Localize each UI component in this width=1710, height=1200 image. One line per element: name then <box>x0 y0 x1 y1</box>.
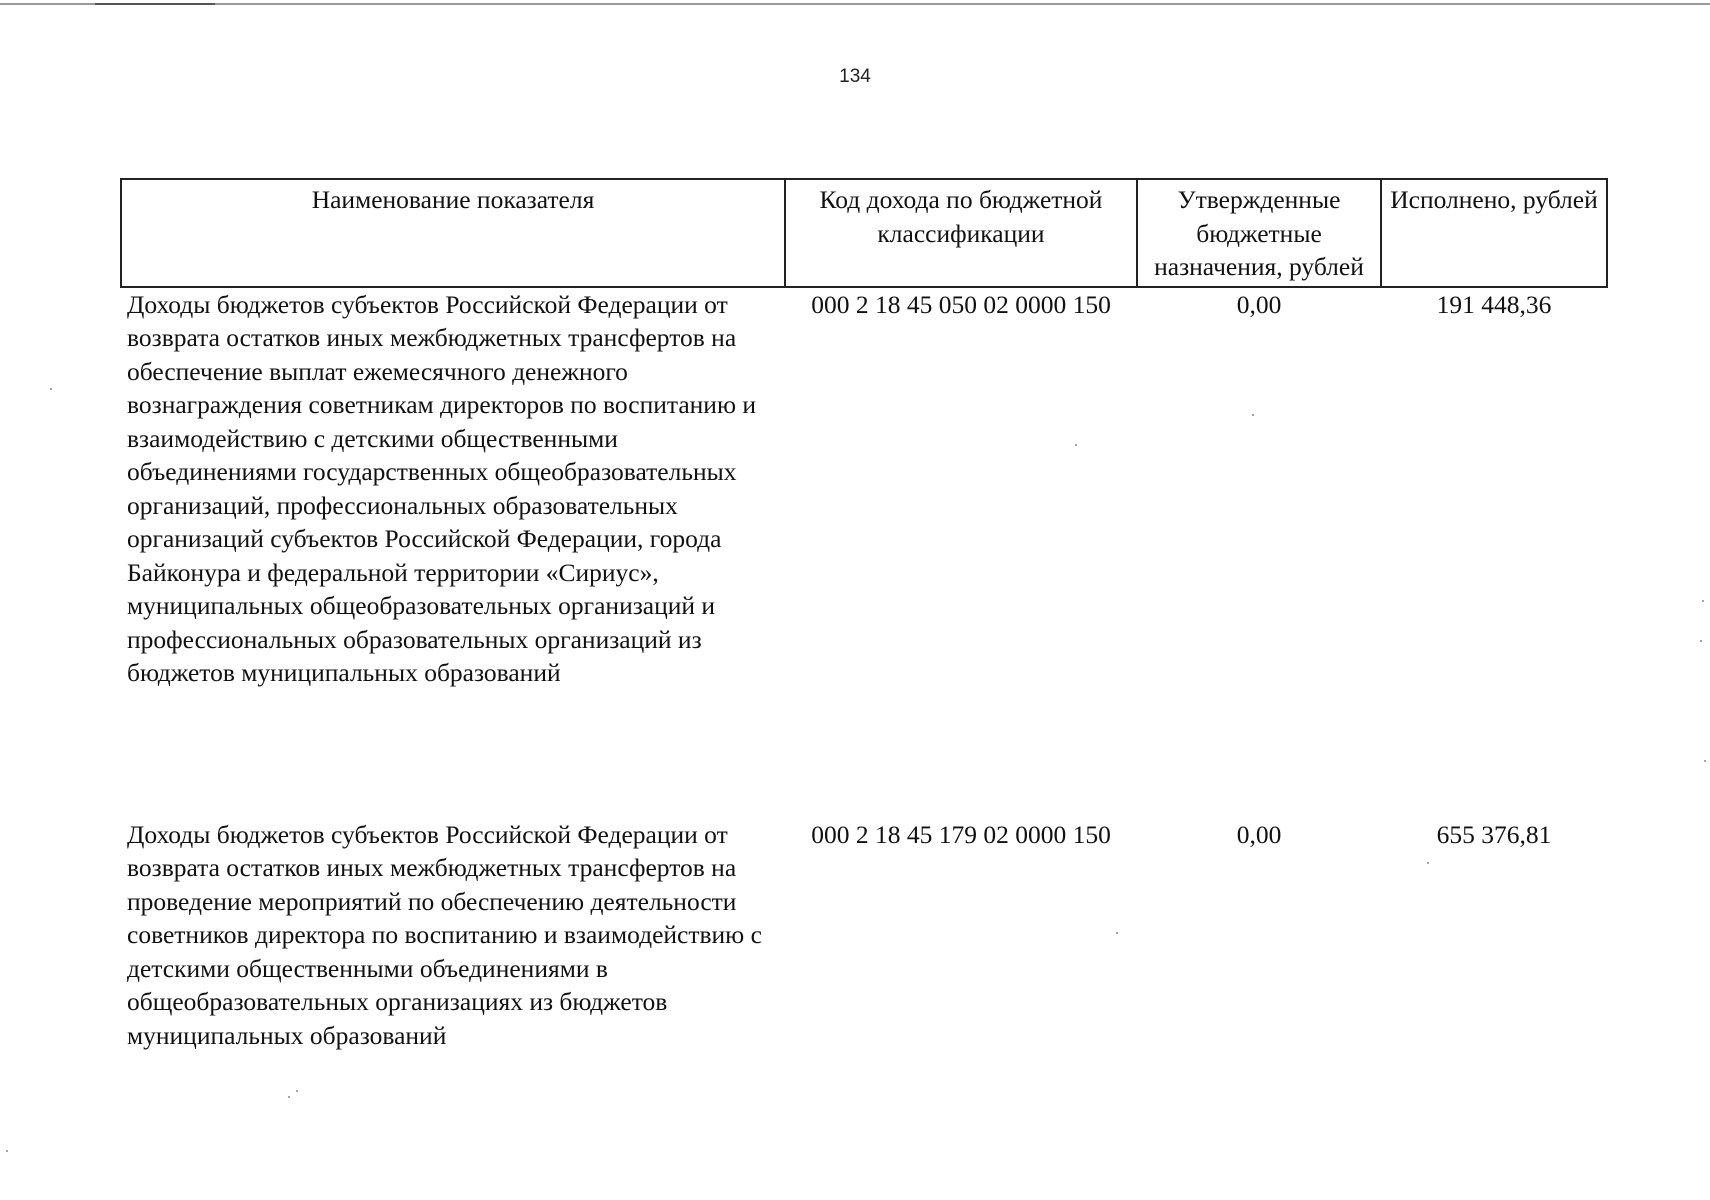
approved-amount-cell: 0,00 <box>1236 819 1282 849</box>
income-code-cell: 000 2 18 45 050 02 0000 150 <box>811 289 1111 319</box>
scan-speck <box>288 1096 290 1098</box>
header-income-code: Код дохода по бюджетной классификации <box>785 179 1137 287</box>
scan-speck <box>1427 862 1429 864</box>
table-row <box>121 818 1607 1053</box>
approved-amount-cell: 0,00 <box>1236 289 1282 319</box>
scan-speck <box>1700 640 1702 642</box>
indicator-name-cell: Доходы бюджетов субъектов Российской Федерации от возврата остатков иных межбюджетных трансфертов на проведение мероприятий по обеспечению деятельности советников директора по воспитанию и взаимодействию с детскими общественными объединениями в общеобразовательных организациях из бюджетов муниципальных образований <box>127 819 762 1050</box>
scan-speck <box>1116 932 1118 934</box>
executed-amount-cell: 191 448,36 <box>1436 289 1552 319</box>
scan-speck <box>1702 600 1704 602</box>
scan-speck <box>1075 444 1077 446</box>
scan-speck <box>1704 760 1706 762</box>
scan-edge-line <box>0 3 1710 5</box>
header-row <box>121 179 1607 287</box>
income-code-cell: 000 2 18 45 179 02 0000 150 <box>811 819 1111 849</box>
executed-amount-cell: 655 376,81 <box>1436 819 1552 849</box>
budget-income-table <box>120 178 1608 1052</box>
scan-speck <box>296 1090 298 1092</box>
table-body <box>121 287 1607 1053</box>
scan-speck <box>6 1150 8 1152</box>
page-number: 134 <box>839 66 871 87</box>
header-approved-amount: Утвержденные бюджетные назначения, рублей <box>1137 179 1381 287</box>
scan-speck <box>50 388 52 390</box>
header-executed-amount: Исполнено, рублей <box>1381 179 1607 287</box>
indicator-name-cell: Доходы бюджетов субъектов Российской Федерации от возврата остатков иных межбюджетных трансфертов на обеспечение выплат ежемесячного денежного вознаграждения советникам директоров по воспитанию и взаимодействию с детскими общественными объединениями государственных общеобразовательных организаций, профессиональных образовательных организаций субъектов Российской Федерации, города Байконура и федеральной территории «Сириус», муниципальных общеобразовательных организаций и профессиональных образовательных организаций из бюджетов муниципальных образований <box>127 289 757 687</box>
scan-speck <box>1252 414 1254 416</box>
table-row <box>121 287 1607 818</box>
table-header <box>121 179 1607 287</box>
scan-edge-mark <box>95 3 215 5</box>
header-indicator-name: Наименование показателя <box>121 179 785 287</box>
